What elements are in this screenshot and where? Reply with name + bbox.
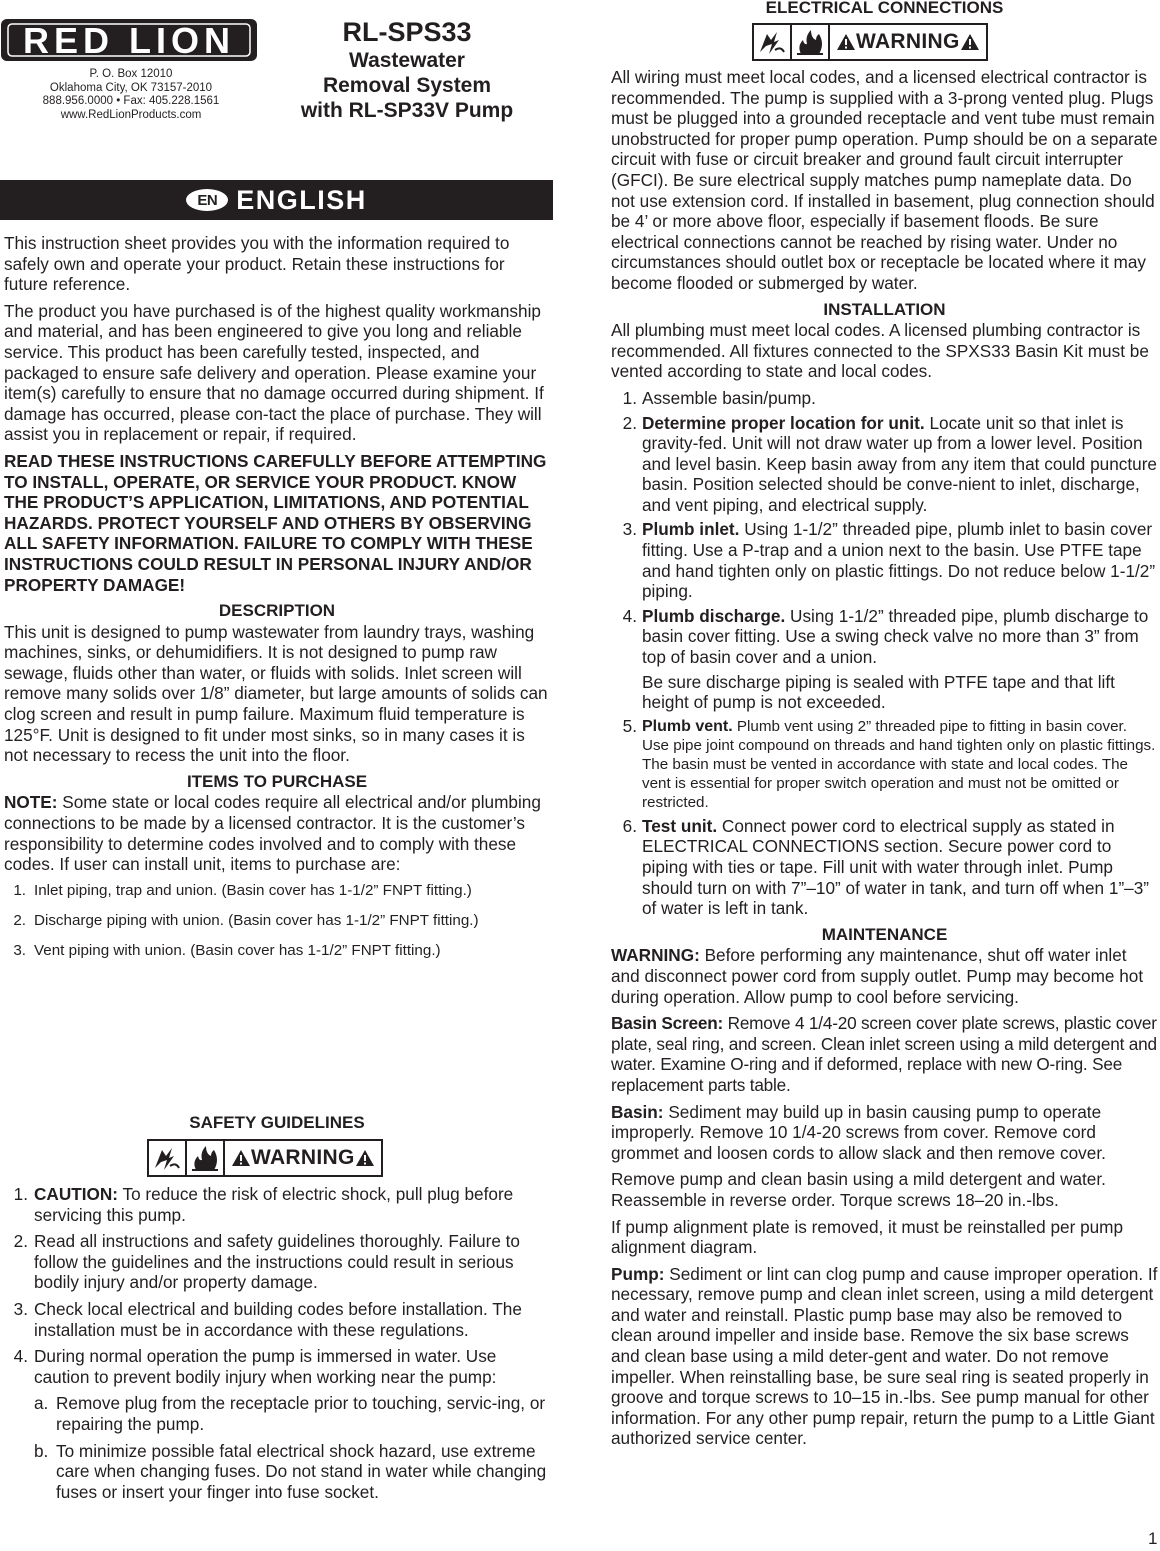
safety-subitem [34,1441,550,1503]
warning-word: WARNING [856,30,960,53]
svg-text:RED LION: RED LION [22,20,236,61]
red-lion-logo [0,18,258,62]
address-line: Oklahoma City, OK 73157-2010 [49,81,213,94]
item-number: 1. [13,881,26,899]
maintenance-heading: MAINTENANCE [821,924,948,944]
note-label: NOTE: [4,792,58,813]
maintenance-text: Before performing any maintenance, shut off water inlet and disconnect power cord from supply outlet. Pump may become hot during operation. Allow pump to cool before servicing. [611,945,1144,1007]
installation-step [611,606,1158,668]
electric-shock-icon [754,25,792,59]
step-label: Plumb discharge. [642,605,786,626]
step-label: Plumb vent. [642,717,733,735]
safety-text: Check local electrical and building codes before installation. The installation must be in accordance with these regulations. [34,1298,522,1340]
maintenance-label: WARNING: [611,945,700,966]
maintenance-paragraph [611,945,1158,1007]
subtitle-line: Removal System [322,74,492,97]
maintenance-paragraph [611,1102,1158,1164]
step-number: 3. [622,519,637,540]
purchase-item [4,911,550,930]
installation-step [611,388,1158,409]
step-label: Test unit. [642,815,718,836]
step-label: Plumb inlet. [642,519,740,540]
electrical-warning-banner [752,23,988,61]
subitem-letter: a. [34,1393,49,1414]
step-number: 1. [622,387,637,408]
step-text: Using 1-1/2” threaded pipe, plumb inlet to basin cover fitting. Use a P-trap and a union next to the basin. Use PTFE tape and hand tighten only on plastic fittings. Do not reduce below 1-1/2” piping. [642,519,1156,602]
step-number: 4. [622,605,637,626]
purchase-item [4,881,550,900]
electrical-text: All wiring must meet local codes, and a licensed electrical contractor is recommended. The pump is supplied with a 3-prong vented plug. Plugs must be plugged into a grounded receptacle and vent tube must remain unobstructed for proper pump operation. Pump should be on a separate circuit with fuse or circuit breaker and ground fault circuit interrupter (GFCI). Be sure electrical supply matches pump nameplate data. Do not use extension cord. If installed in basement, plug connection should be 4’ or more above floor, especially if basement floods. Be sure electrical connections cannot be reached by rising water. Under no circumstances should outlet box or receptacle be located where it may become flooded or submerged by water. [611,67,1158,293]
item-text: Inlet piping, trap and union. (Basin cover has 1-1/2” FNPT fitting.) [34,881,472,899]
step-text: Assemble basin/pump. [642,387,816,408]
safety-warning-banner [147,1139,383,1177]
items-note [4,792,550,874]
alert-triangle-icon [355,1149,375,1167]
address-line: P. O. Box 12010 [89,68,173,80]
warning-word: WARNING [251,1146,355,1169]
step-text: Be sure discharge piping is sealed with PTFE tape and that lift height of pump is not exceeded. [642,671,1115,713]
language-name: ENGLISH [236,184,367,215]
subtitle-line: Wastewater [349,49,465,72]
language-badge: EN [186,189,228,211]
maintenance-text: Sediment or lint can clog pump and cause improper operation. If necessary, remove pump and clean inlet screen, using a mild detergent and water and reinstall. Plastic pump base may also be removed to clean around impeller and inside base. Remove the six base screws and clean base using a mild deter-gent and water. Do not remove impeller. When reinstalling base, be sure seal ring is seated properly in groove and torque screws to 10–15 in.-lbs. See pump manual for other information. For any other pump repair, return the pump to a Little Giant authorized service center. [611,1263,1158,1449]
step-text: Plumb vent using 2” threaded pipe to fitting in basin cover. Use pipe joint compound on threads and hand tighten only on plastic fittings. The basin must be vented in accordance with state and local codes. The vent is essential for proper switch operation and must not be omitted or restricted. [642,717,1156,811]
items-to-purchase-heading: ITEMS TO PURCHASE [186,771,368,791]
safety-text: To reduce the risk of electric shock, pull plug before servicing this pump. [34,1184,514,1225]
step-text: Locate unit so that inlet is gravity-fed. Unit will not draw water up from a lower level. Position and level basin. Keep basin away from any item that could puncture basin. Position selected should be conve-nient to inlet, discharge, and vent piping, and electrical supply. [642,412,1157,515]
product-title [262,16,552,123]
electric-shock-icon [149,1141,187,1175]
maintenance-label: Basin: [611,1101,664,1122]
safety-subitem [34,1393,550,1434]
maintenance-text: Remove 4 1/4-20 screen cover plate screws, plastic cover plate, seal ring, and screen. Clean inlet screen using a mild detergent and water. Examine O-ring and if deformed, replace with new O-ring. See replacement parts table. [611,1013,1157,1095]
maintenance-text: Sediment may build up in basin causing pump to operate improperly. Remove 10 1/4-20 screws from cover. Remove cord grommet and loosen cords to allow slack and then remove cover. [611,1101,1106,1163]
installation-step [611,519,1158,601]
maintenance-label: Pump: [611,1263,665,1284]
maintenance-paragraph: Remove pump and clean basin using a mild detergent and water. Reassemble in reverse order. Torque screws 18–20 in.-lbs. [611,1169,1106,1210]
item-number: 2. [13,911,26,929]
electrical-heading: ELECTRICAL CONNECTIONS [765,0,1004,17]
safety-item [4,1231,550,1293]
subtitle-line: with RL-SP33V Pump [300,99,514,122]
maintenance-paragraph [611,1013,1158,1095]
step-number: 6. [622,815,637,836]
warning-label [225,1141,381,1175]
step-text: Using 1-1/2” threaded pipe, plumb discharge to basin cover fitting. Use a swing check valve no more than 3” from top of basin cover and a union. [642,605,1149,668]
model-number: RL-SPS33 [342,17,472,47]
step-text: Connect power cord to electrical supply as stated in ELECTRICAL CONNECTIONS section. Secure power cord to piping with ties or tape. Fill unit with water through inlet. Pump should turn on with 7”–10” of water in tank, and turn off when 1”–3” of water is left in tank. [642,815,1150,919]
language-bar [0,180,553,220]
subitem-text: To minimize possible fatal electrical shock hazard, use extreme care when changing fuses. Do not stand in water while changing fuses or insert your finger into fuse socket. [56,1440,547,1502]
safety-text: Read all instructions and safety guidelines thoroughly. Failure to follow the guidelines and the instructions could result in serious bodily injury and/or property damage. [34,1231,520,1293]
installation-step-note [611,672,1158,713]
description-heading: DESCRIPTION [218,601,336,621]
note-text: Some state or local codes require all electrical and/or plumbing connections to be made by a licensed contractor. It is the customer’s responsibility to determine codes involved and to comply with these codes. If user can install unit, items to purchase are: [4,792,541,875]
alert-triangle-icon [836,33,856,51]
subitem-text: Remove plug from the receptacle prior to touching, servic-ing, or repairing the pump. [56,1393,546,1434]
installation-step [611,816,1158,919]
safety-item [4,1299,550,1340]
subitem-letter: b. [34,1440,49,1461]
installation-text: All plumbing must meet local codes. A licensed plumbing contractor is recommended. All fixtures connected to the SPXS33 Basin Kit must be vented according to state and local codes. [611,320,1149,382]
purchase-item [4,941,550,960]
fire-hazard-icon [187,1141,225,1175]
maintenance-paragraph [611,1264,1158,1449]
maintenance-label: Basin Screen: [611,1013,724,1034]
address-phone: 888.956.0000 • Fax: 405.228.1561 [42,95,220,107]
step-number [611,672,642,713]
description-text: This unit is designed to pump wastewater from laundry trays, washing machines, sinks, or dehumidifiers. It is not designed to pump raw sewage, fluids other than water, or fluids with solids. Inlet screen will remove many solids over 1/8” diameter, but large amounts of solids can clog screen and result in pump failure. Maximum fluid temperature is 125°F. Unit is designed to fit under most sinks, so in many cases it is not necessary to recess the unit into the floor. [4,621,548,766]
safety-item [4,1346,550,1387]
page-number: 1 [1148,1529,1158,1548]
safety-number: 1. [13,1184,28,1204]
safety-number: 4. [13,1346,28,1367]
read-instructions-warning: READ THESE INSTRUCTIONS CAREFULLY BEFORE ATTEMPTING TO INSTALL, OPERATE, OR SERVICE YOUR PRODUCT. KNOW THE PRODUCT’S APPLICATION, LIMITATIONS, AND POTENTIAL HAZARDS. PROTECT YOURSELF AND OTHERS BY OBSERVING ALL SAFETY INFORMATION. FAILURE TO COMPLY WITH THESE INSTRUCTIONS COULD RESULT IN PERSONAL INJURY AND/OR PROPERTY DAMAGE! [4,450,547,595]
step-label: Determine proper location for unit. [642,412,925,433]
installation-step [611,717,1158,812]
safety-heading: SAFETY GUIDELINES [189,1113,365,1132]
safety-text: During normal operation the pump is immersed in water. Use caution to prevent bodily injury when working near the pump: [34,1346,497,1387]
maintenance-paragraph: If pump alignment plate is removed, it must be reinstalled per pump alignment diagram. [611,1216,1124,1258]
item-text: Discharge piping with union. (Basin cover has 1-1/2” FNPT fitting.) [34,911,479,929]
intro-paragraph: This instruction sheet provides you with the information required to safely own and operate your product. Retain these instructions for future reference. [4,233,510,295]
warning-label [830,25,986,59]
safety-number: 2. [13,1231,28,1252]
item-number: 3. [13,941,26,959]
installation-heading: INSTALLATION [823,299,946,319]
safety-number: 3. [13,1298,28,1319]
safety-item [4,1184,550,1225]
caution-label: CAUTION: [34,1184,119,1204]
alert-triangle-icon [231,1149,251,1167]
step-number: 5. [622,715,637,736]
step-number: 2. [622,412,637,433]
fire-hazard-icon [792,25,830,59]
alert-triangle-icon [960,33,980,51]
address-website: www.RedLionProducts.com [60,108,202,121]
item-text: Vent piping with union. (Basin cover has 1-1/2” FNPT fitting.) [34,941,441,959]
installation-step [611,413,1158,516]
company-address [0,68,262,122]
intro-paragraph: The product you have purchased is of the highest quality workmanship and material, and has been engineered to give you long and reliable service. This product has been carefully tested, inspected, and packaged to ensure safe delivery and operation. Please examine your item(s) carefully to ensure that no damage occurred during shipment. If damage has occurred, please con-tact the place of purchase. They will assist you in replacement or repair, if required. [4,300,544,445]
